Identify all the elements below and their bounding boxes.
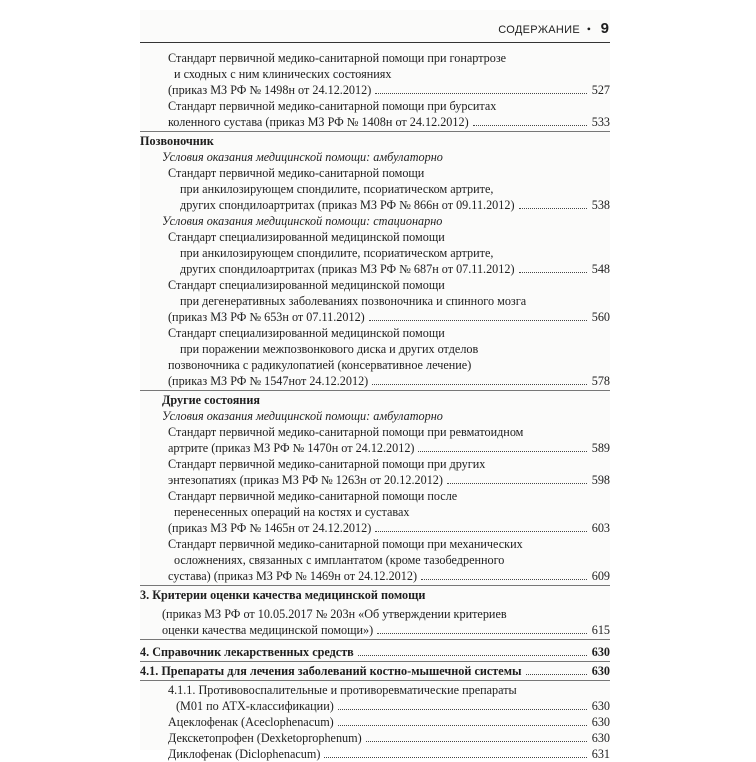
toc-entry-text: Стандарт первичной медико-санитарной помощи при других — [168, 457, 486, 471]
toc-entry-text: Декскетопрофен (Dexketoprophenum) — [168, 731, 362, 745]
table-of-contents — [140, 50, 610, 762]
toc-entry-text: позвоночника с радикулопатией (консервативное лечение) — [168, 358, 472, 372]
toc-entry — [140, 520, 610, 536]
toc-page-number: 560 — [591, 310, 610, 324]
book-page — [140, 10, 610, 761]
toc-entry — [140, 293, 610, 309]
toc-entry — [140, 357, 610, 373]
toc-entry — [140, 536, 610, 552]
toc-entry-text: Стандарт первичной медико-санитарной помощи при гонартрозе — [168, 51, 507, 65]
toc-page-number: 598 — [591, 473, 610, 487]
toc-entry-text: Стандарт специализированной медицинской помощи — [168, 326, 445, 340]
toc-page-number: 589 — [591, 441, 610, 455]
toc-entry — [140, 149, 610, 165]
toc-entry — [140, 66, 610, 82]
toc-entry — [140, 133, 610, 149]
toc-entry — [140, 714, 610, 730]
toc-entry — [140, 730, 610, 746]
toc-page-number: 631 — [591, 747, 610, 761]
toc-entry-text: при анкилозирующем спондилите, псориатическом артрите, — [180, 246, 494, 260]
toc-entry-text: других спондилоартритах (приказ МЗ РФ № 866н от 09.11.2012) — [180, 198, 515, 212]
toc-entry-text: Стандарт первичной медико-санитарной помощи при ревматоидном — [168, 425, 524, 439]
dot-leader — [358, 655, 587, 656]
toc-entry — [140, 245, 610, 261]
toc-entry — [140, 197, 610, 213]
toc-page-number: 603 — [591, 521, 610, 535]
toc-entry — [140, 50, 610, 66]
dot-leader — [338, 709, 587, 710]
toc-page-number: 609 — [591, 569, 610, 583]
toc-page-number: 578 — [591, 374, 610, 388]
toc-entry-text: 4.1.1. Противовоспалительные и противоревматические препараты — [168, 683, 517, 697]
dot-leader — [369, 320, 587, 321]
toc-entry-text: Условия оказания медицинской помощи: амбулаторно — [162, 409, 443, 423]
dot-leader — [375, 93, 586, 94]
toc-page-number: 615 — [591, 623, 610, 637]
toc-entry-text: при анкилозирующем спондилите, псориатическом артрите, — [180, 182, 494, 196]
toc-entry — [140, 587, 610, 603]
toc-entry-text: Условия оказания медицинской помощи: стационарно — [162, 214, 443, 228]
toc-entry-text: (приказ МЗ РФ № 1547нот 24.12.2012) — [168, 374, 369, 388]
toc-entry-text: при поражении межпозвонкового диска и других отделов — [180, 342, 479, 356]
toc-entry — [140, 682, 610, 698]
toc-entry — [140, 98, 610, 114]
toc-page-number: 548 — [591, 262, 610, 276]
toc-entry-text: Стандарт специализированной медицинской помощи — [168, 230, 445, 244]
toc-entry-text: 3. Критерии оценки качества медицинской помощи — [140, 588, 426, 602]
toc-entry-text: Диклофенак (Diclophenacum) — [168, 747, 321, 761]
toc-entry-text: перенесенных операций на костях и суставах — [174, 505, 410, 519]
toc-entry-text: других спондилоартритах (приказ МЗ РФ № 687н от 07.11.2012) — [180, 262, 515, 276]
dot-leader — [418, 451, 586, 452]
toc-entry-text: и сходных с ним клинических состояниях — [174, 67, 392, 81]
toc-entry — [140, 325, 610, 341]
toc-page-number: 630 — [591, 699, 610, 713]
toc-entry — [140, 698, 610, 714]
toc-page-number: 533 — [591, 115, 610, 129]
section-divider — [140, 661, 610, 662]
dot-leader — [526, 674, 587, 675]
toc-entry-text: (М01 по АТХ-классификации) — [176, 699, 334, 713]
toc-page-number: 630 — [591, 731, 610, 745]
dot-leader — [377, 633, 587, 634]
toc-entry — [140, 456, 610, 472]
toc-entry — [140, 165, 610, 181]
toc-entry-text: при дегенеративных заболеваниях позвоночника и спинного мозга — [180, 294, 527, 308]
toc-entry-text: Стандарт первичной медико-санитарной помощи после — [168, 489, 458, 503]
section-divider — [140, 131, 610, 132]
toc-entry — [140, 472, 610, 488]
dot-leader — [421, 579, 587, 580]
dot-leader — [366, 741, 587, 742]
toc-entry — [140, 663, 610, 679]
toc-page-number: 630 — [591, 645, 610, 659]
toc-entry-text: (приказ МЗ РФ № 653н от 07.11.2012) — [168, 310, 365, 324]
toc-entry — [140, 622, 610, 638]
toc-entry-text: артрите (приказ МЗ РФ № 1470н от 24.12.2012) — [168, 441, 415, 455]
toc-entry — [140, 568, 610, 584]
toc-entry-text: энтезопатиях (приказ МЗ РФ № 1263н от 20.12.2012) — [168, 473, 443, 487]
toc-entry — [140, 606, 610, 622]
toc-entry-text: Позвоночник — [140, 134, 214, 148]
toc-entry-text: оценки качества медицинской помощи») — [162, 623, 374, 637]
toc-entry-text: Другие состояния — [162, 393, 260, 407]
dot-leader — [473, 125, 587, 126]
dot-leader — [447, 483, 587, 484]
toc-entry — [140, 488, 610, 504]
toc-entry — [140, 408, 610, 424]
toc-entry — [140, 181, 610, 197]
toc-entry-text: Условия оказания медицинской помощи: амбулаторно — [162, 150, 443, 164]
toc-entry-text: 4. Справочник лекарственных средств — [140, 645, 354, 659]
section-divider — [140, 585, 610, 586]
toc-entry-text: Стандарт специализированной медицинской помощи — [168, 278, 445, 292]
toc-entry — [140, 424, 610, 440]
toc-entry — [140, 341, 610, 357]
toc-entry — [140, 82, 610, 98]
dot-leader — [324, 757, 586, 758]
section-divider — [140, 639, 610, 640]
toc-entry — [140, 644, 610, 660]
toc-entry — [140, 373, 610, 389]
toc-entry — [140, 552, 610, 568]
toc-entry-text: осложнениях, связанных с имплантатом (кроме тазобедренного — [174, 553, 505, 567]
dot-leader — [519, 272, 587, 273]
toc-entry — [140, 114, 610, 130]
toc-entry-text: 4.1. Препараты для лечения заболеваний костно-мышечной системы — [140, 664, 522, 678]
toc-entry — [140, 440, 610, 456]
dot-leader — [375, 531, 586, 532]
toc-entry-text: Ацеклофенак (Aceclophenacum) — [168, 715, 334, 729]
dot-leader — [519, 208, 587, 209]
toc-entry-text: Стандарт первичной медико-санитарной помощи при механических — [168, 537, 523, 551]
toc-entry-text: Стандарт первичной медико-санитарной помощи — [168, 166, 425, 180]
dot-leader — [338, 725, 587, 726]
toc-entry — [140, 213, 610, 229]
bullet-icon: • — [586, 22, 591, 36]
toc-entry-text: (приказ МЗ РФ № 1465н от 24.12.2012) — [168, 521, 372, 535]
toc-page-number: 527 — [591, 83, 610, 97]
toc-entry-text: (приказ МЗ РФ от 10.05.2017 № 203н «Об утверждении критериев — [162, 607, 507, 621]
toc-entry — [140, 229, 610, 245]
toc-entry-text: Стандарт первичной медико-санитарной помощи при бурситах — [168, 99, 497, 113]
running-head — [140, 20, 610, 43]
toc-entry — [140, 504, 610, 520]
toc-entry-text: сустава) (приказ МЗ РФ № 1469н от 24.12.2012) — [168, 569, 418, 583]
section-divider — [140, 390, 610, 391]
toc-entry — [140, 277, 610, 293]
toc-entry-text: (приказ МЗ РФ № 1498н от 24.12.2012) — [168, 83, 372, 97]
toc-page-number: 538 — [591, 198, 610, 212]
toc-entry — [140, 309, 610, 325]
section-title: СОДЕРЖАНИЕ — [498, 24, 580, 36]
toc-page-number: 630 — [591, 664, 610, 678]
toc-entry-text: коленного сустава (приказ МЗ РФ № 1408н от 24.12.2012) — [168, 115, 469, 129]
toc-entry — [140, 746, 610, 762]
section-divider — [140, 680, 610, 681]
dot-leader — [372, 384, 587, 385]
toc-entry — [140, 392, 610, 408]
toc-page-number: 630 — [591, 715, 610, 729]
page-number: 9 — [600, 20, 609, 37]
toc-entry — [140, 261, 610, 277]
